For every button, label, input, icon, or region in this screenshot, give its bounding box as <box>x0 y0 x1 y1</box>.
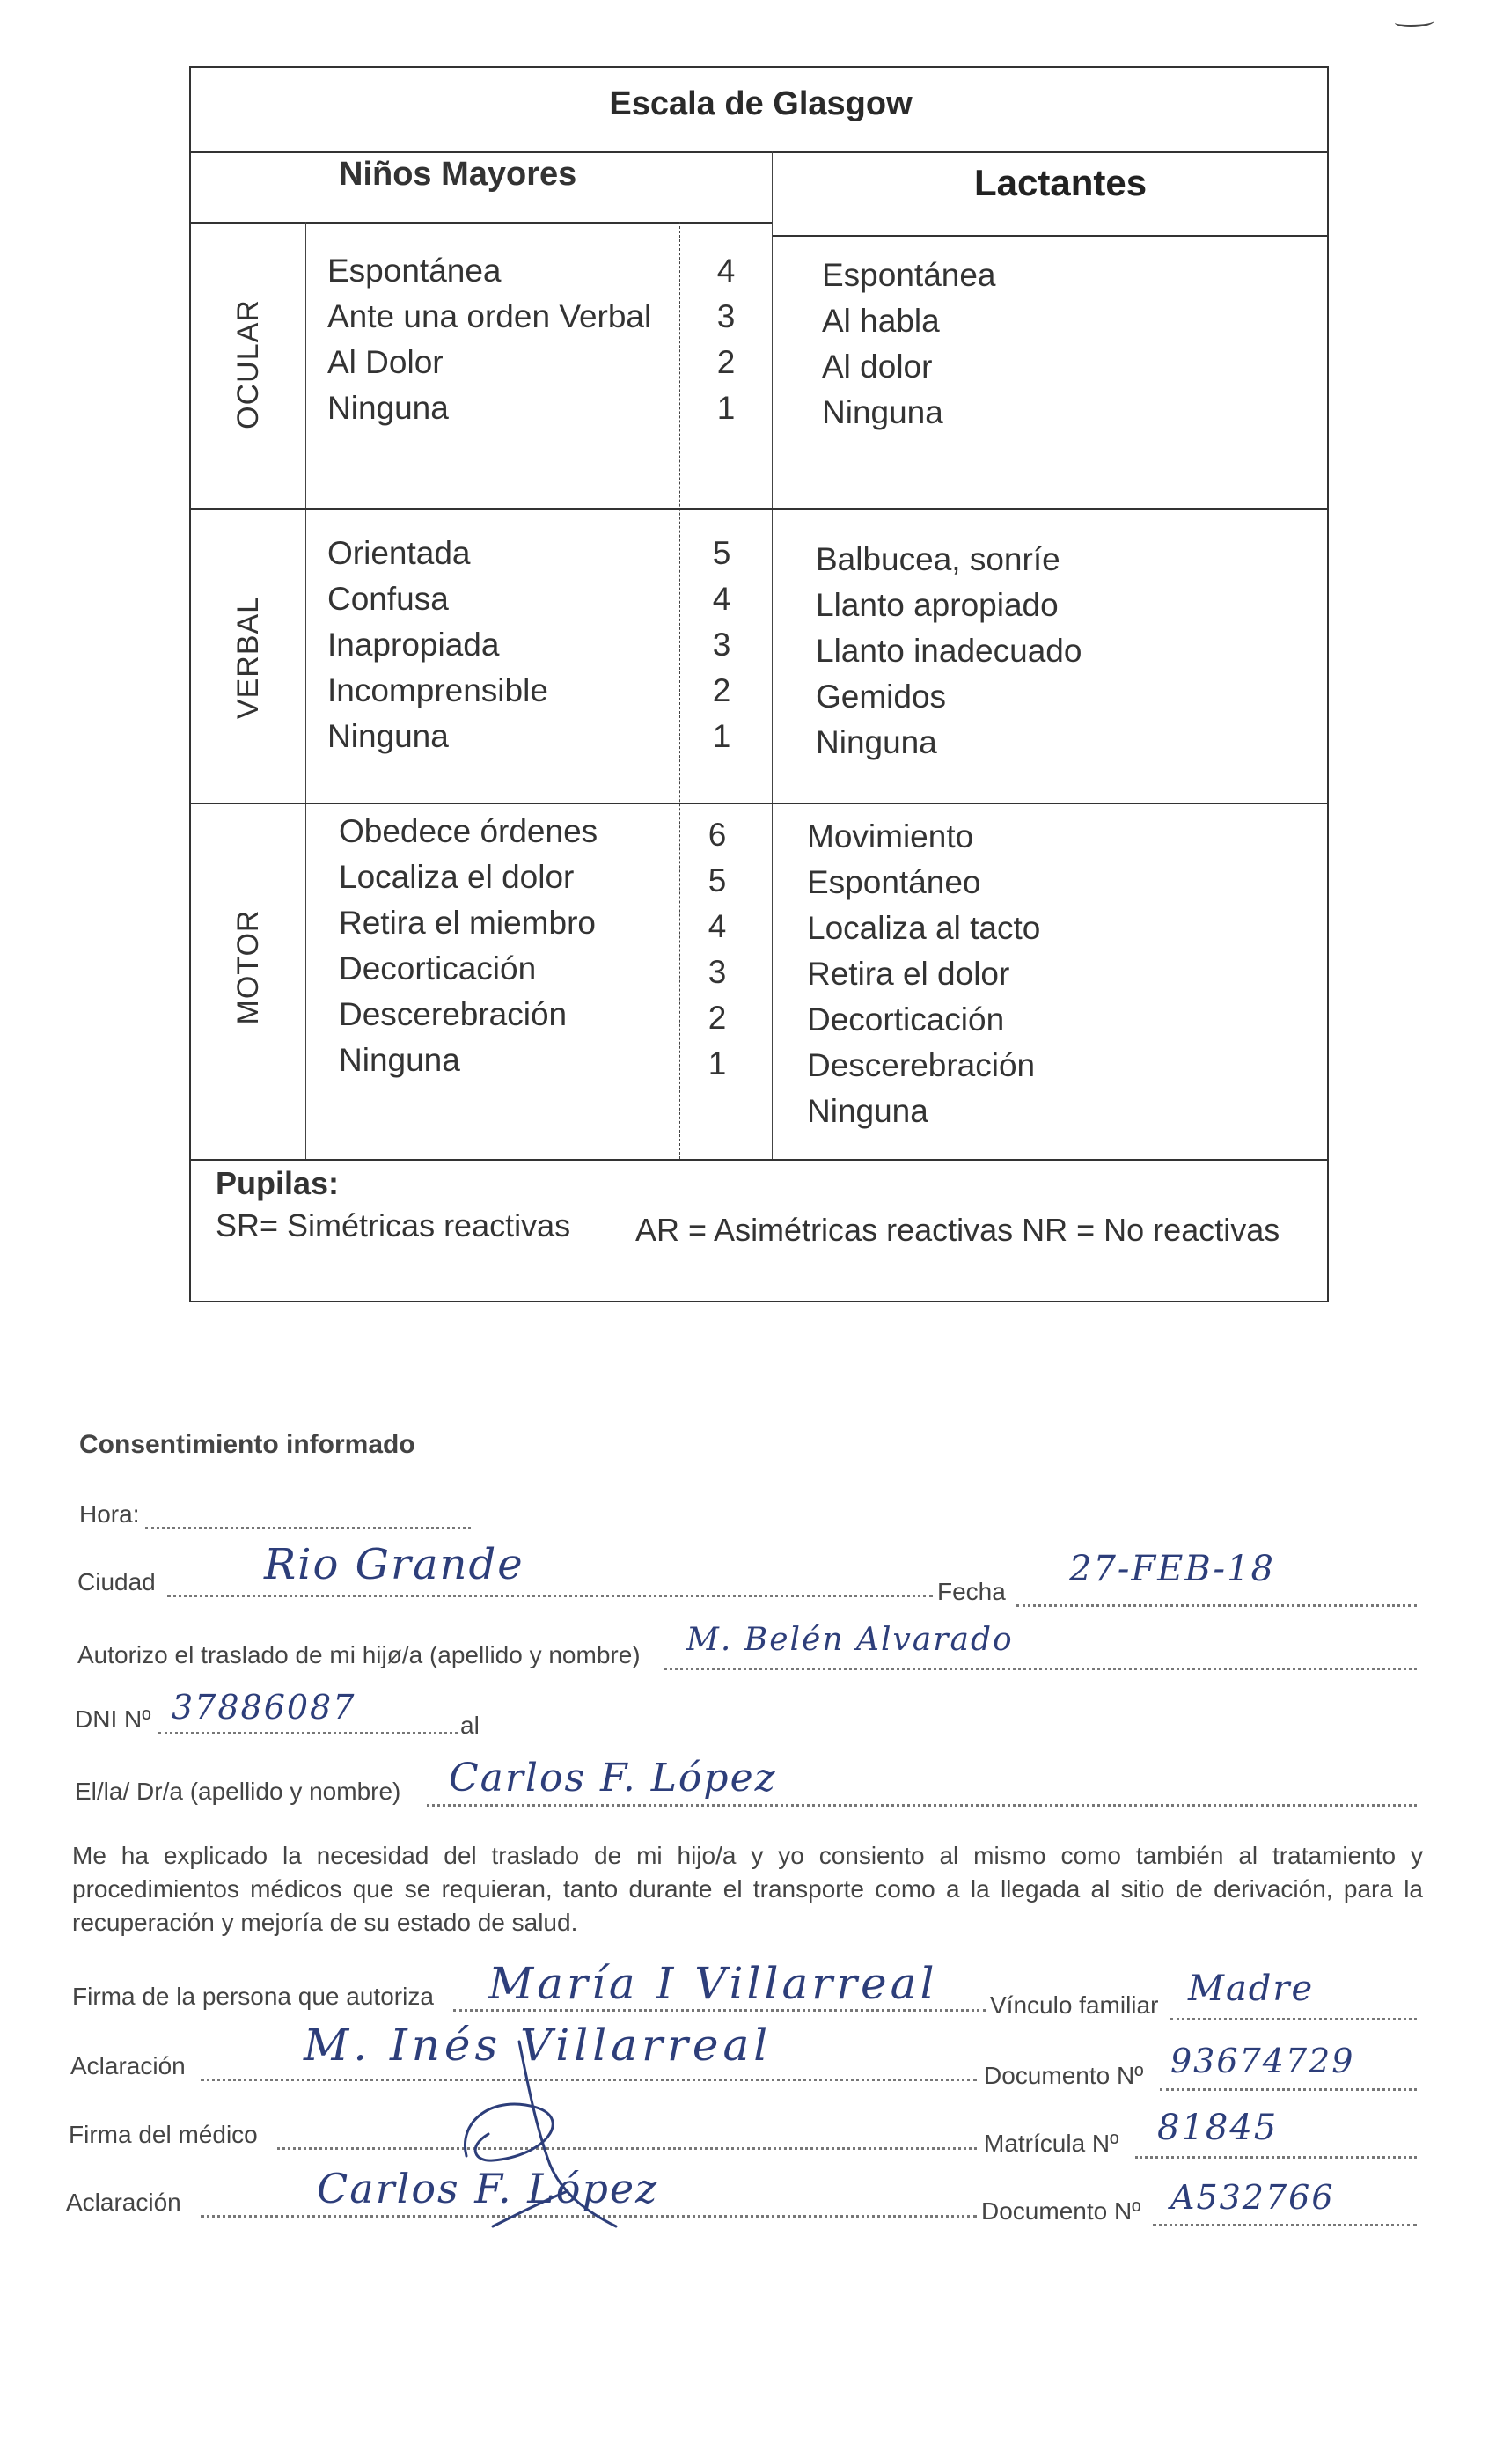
firma-medico-label: Firma del médico <box>69 2121 258 2148</box>
list-item: Retira el dolor <box>807 956 1010 992</box>
section-separator-2 <box>191 803 1327 804</box>
list-item: Ninguna <box>327 718 449 754</box>
aclaracion2-label: Aclaración <box>66 2189 181 2216</box>
score-value: 2 <box>716 344 736 380</box>
motor-infants <box>807 814 1040 1134</box>
verbal-scores <box>695 531 748 759</box>
section-separator-1 <box>191 508 1327 510</box>
column-header-lactantes: Lactantes <box>974 162 1148 203</box>
ocular-items <box>327 248 651 431</box>
score-value: 3 <box>716 298 736 334</box>
ciudad-value: Rio Grande <box>264 1540 524 1589</box>
ocular-scores <box>700 248 752 431</box>
section-label-ocular: OCULAR <box>231 299 265 429</box>
list-item: Llanto inadecuado <box>816 633 1082 669</box>
section-label-verbal: VERBAL <box>231 595 265 720</box>
aclaracion2-value: Carlos F. López <box>317 2165 659 2212</box>
list-item: Ante una orden Verbal <box>327 298 652 334</box>
ciudad-label: Ciudad <box>77 1568 156 1595</box>
list-item: Retira el miembro <box>339 905 596 941</box>
score-value: 5 <box>712 535 731 571</box>
firma-label: Firma de la persona que autoriza <box>72 1983 434 2010</box>
ciudad-field[interactable] <box>167 1595 933 1597</box>
fecha-field[interactable] <box>1016 1604 1417 1607</box>
list-item: Obedece órdenes <box>339 813 598 849</box>
doctor-value: Carlos F. López <box>449 1756 777 1800</box>
list-item: Orientada <box>327 535 471 571</box>
paciente-field[interactable] <box>664 1668 1417 1670</box>
column-header-ninos: Niños Mayores <box>339 156 577 193</box>
verbal-items <box>327 531 548 759</box>
score-value: 1 <box>708 1045 727 1082</box>
title-divider <box>191 151 1327 153</box>
firma-field[interactable] <box>453 2009 986 2012</box>
score-value: 4 <box>716 253 736 289</box>
vinculo-value: Madre <box>1188 1969 1315 2009</box>
list-item: Espontáneo <box>807 864 981 900</box>
dni-label: DNI Nº <box>75 1705 151 1733</box>
ocular-infants <box>822 253 996 436</box>
matricula-field[interactable] <box>1135 2156 1417 2159</box>
section-separator-3 <box>191 1159 1327 1161</box>
vinculo-field[interactable] <box>1170 2018 1417 2020</box>
list-item: Ninguna <box>327 390 449 426</box>
score-value: 4 <box>708 908 727 944</box>
al-label: al <box>460 1712 480 1739</box>
consent-paragraph: Me ha explicado la necesidad del traslado de mi hijo/a y yo consiento al mismo como también al tratamiento y procedimientos médicos que se requieran, tanto durante el transporte como a la llegada al sitio de derivación, para la recuperación y mejoría de su estado de salud. <box>72 1842 1423 1936</box>
scan-mark <box>1395 16 1434 27</box>
dni-field[interactable] <box>158 1732 458 1734</box>
list-item: Confusa <box>327 581 449 617</box>
dni-value: 37886087 <box>172 1688 356 1727</box>
aclaracion1-value: M. Inés Villarreal <box>304 2020 773 2071</box>
score-value: 2 <box>708 1000 727 1036</box>
aclaracion1-label: Aclaración <box>70 2052 186 2079</box>
section-label-motor: MOTOR <box>231 909 265 1025</box>
list-item: Decorticación <box>807 1001 1005 1038</box>
score-value: 5 <box>708 862 727 898</box>
score-value: 6 <box>708 817 727 853</box>
doctor-label: El/la/ Dr/a (apellido y nombre) <box>75 1778 401 1805</box>
score-value: 3 <box>708 954 727 990</box>
score-value: 3 <box>712 627 731 663</box>
list-item: Ninguna <box>807 1093 928 1129</box>
documento1-field[interactable] <box>1160 2088 1417 2091</box>
list-item: Balbucea, sonríe <box>816 541 1060 577</box>
header-bottom-right <box>772 235 1327 237</box>
documento1-value: 93674729 <box>1170 2042 1355 2080</box>
list-item: Al habla <box>822 303 940 339</box>
list-item: Espontánea <box>327 253 502 289</box>
table-title: Escala de Glasgow <box>609 85 913 122</box>
fecha-value: 27-FEB-18 <box>1069 1549 1275 1589</box>
score-value: 1 <box>716 390 736 426</box>
header-bottom-left <box>191 222 772 224</box>
documento2-value: A532766 <box>1170 2178 1335 2217</box>
consent-heading: Consentimiento informado <box>79 1430 415 1459</box>
glasgow-table <box>189 66 1329 1302</box>
vinculo-label: Vínculo familiar <box>990 1991 1159 2019</box>
list-item: Al Dolor <box>327 344 444 380</box>
list-item: Al dolor <box>822 348 933 385</box>
verbal-infants <box>816 537 1082 766</box>
pupilas-sr: SR= Simétricas reactivas <box>216 1207 571 1243</box>
label-column-divider <box>305 222 306 1159</box>
list-item: Espontánea <box>822 257 996 293</box>
firma-value: María I Villarreal <box>488 1958 938 2009</box>
list-item: Incomprensible <box>327 672 548 708</box>
doctor-signature <box>440 2024 669 2235</box>
pupilas-title: Pupilas: <box>216 1165 340 1201</box>
list-item: Movimiento <box>807 818 974 854</box>
doctor-field[interactable] <box>427 1804 1417 1807</box>
list-item: Descerebración <box>807 1047 1036 1083</box>
documento2-field[interactable] <box>1153 2224 1417 2226</box>
motor-items <box>339 809 598 1083</box>
list-item: Ninguna <box>339 1042 460 1078</box>
list-item: Llanto apropiado <box>816 587 1059 623</box>
documento1-label: Documento Nº <box>984 2062 1144 2089</box>
score-column-divider-left <box>679 222 680 1159</box>
paciente-value: M. Belén Alvarado <box>686 1622 1014 1658</box>
matricula-label: Matrícula Nº <box>984 2130 1119 2157</box>
score-column-divider-right <box>772 222 773 1159</box>
list-item: Decorticación <box>339 950 537 986</box>
list-item: Inapropiada <box>327 627 500 663</box>
hora-label: Hora: <box>79 1500 140 1528</box>
score-value: 1 <box>712 718 731 754</box>
pupilas-ar-nr: AR = Asimétricas reactivas NR = No reactivas <box>635 1212 1280 1248</box>
motor-scores <box>691 812 744 1087</box>
score-value: 4 <box>712 581 731 617</box>
fecha-label: Fecha <box>937 1578 1006 1605</box>
list-item: Descerebración <box>339 996 568 1032</box>
autorizo-label: Autorizo el traslado de mi hijø/a (apellido y nombre) <box>77 1641 641 1668</box>
score-value: 2 <box>712 672 731 708</box>
list-item: Ninguna <box>816 724 937 760</box>
list-item: Ninguna <box>822 394 943 430</box>
documento2-label: Documento Nº <box>981 2197 1141 2225</box>
matricula-value: 81845 <box>1157 2108 1279 2148</box>
hora-field[interactable] <box>145 1527 471 1529</box>
list-item: Localiza al tacto <box>807 910 1041 946</box>
list-item: Gemidos <box>816 678 947 715</box>
list-item: Localiza el dolor <box>339 859 575 895</box>
